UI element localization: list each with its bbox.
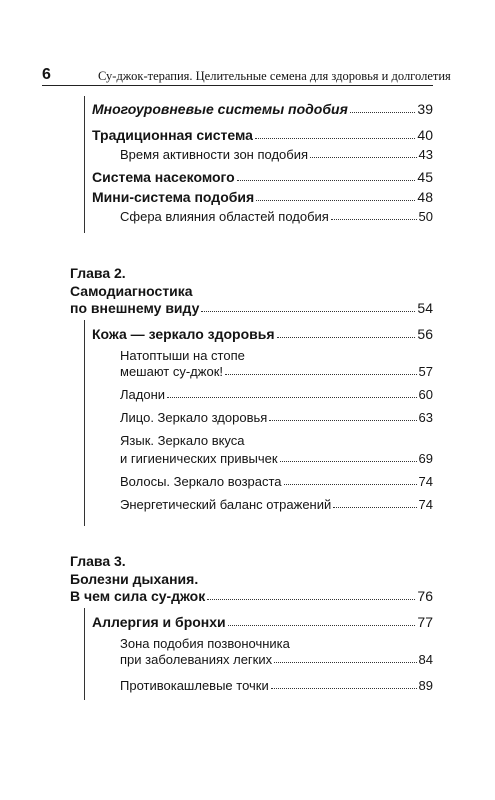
dot-leader (277, 337, 416, 338)
dot-leader (280, 461, 417, 462)
section-top-bracket (84, 96, 85, 233)
chapter-heading: Глава 2. (70, 265, 126, 281)
toc-subentry[interactable] (120, 497, 433, 512)
toc-subentry-page: 69 (418, 451, 433, 466)
chapter-title: В чем сила су-джок (70, 588, 206, 604)
toc-entry-title: Кожа — зеркало здоровья (92, 326, 275, 342)
toc-subentry-title: и гигиенических привычек (120, 451, 278, 466)
page-number: 6 (42, 66, 51, 83)
toc-subentry-page: 74 (418, 497, 433, 512)
toc-subentry-page: 43 (418, 147, 433, 162)
toc-subentry-page: 74 (418, 474, 433, 489)
dot-leader (271, 688, 417, 689)
toc-entry-page: 48 (417, 189, 433, 205)
toc-subentry[interactable] (120, 387, 433, 402)
page-header (42, 66, 451, 86)
toc-entry[interactable] (92, 189, 433, 205)
toc-subentry[interactable] (120, 474, 433, 489)
toc-entry-title: Мини-система подобия (92, 189, 255, 205)
toc-entry[interactable] (92, 614, 433, 630)
toc-subentry-title: Время активности зон подобия (120, 147, 309, 162)
toc-subentry[interactable] (120, 410, 433, 425)
toc-subentry[interactable] (120, 364, 433, 379)
chapter-heading: Болезни дыхания. (70, 571, 199, 587)
chapter-page: 76 (417, 588, 433, 604)
toc-subentry-title: Натоптыши на стопе (120, 348, 245, 363)
toc-entry-page: 39 (417, 101, 433, 117)
chapter-heading: Глава 3. (70, 553, 126, 569)
running-title: Су-джок-терапия. Целительные семена для здоровья и долголетия (98, 69, 451, 83)
toc-subentry-title: Сфера влияния областей подобия (120, 209, 329, 224)
dot-leader (225, 374, 417, 375)
toc-subentry[interactable] (120, 451, 433, 466)
toc-subentry-page: 84 (418, 652, 433, 667)
toc-subentry[interactable] (120, 147, 433, 162)
toc-entry[interactable] (92, 169, 433, 185)
chapter3-bracket (84, 608, 85, 700)
dot-leader (207, 599, 415, 600)
toc-subentry[interactable] (120, 209, 433, 224)
dot-leader (201, 311, 415, 312)
toc-entry-title: Традиционная система (92, 127, 253, 143)
toc-entry-page: 40 (417, 127, 433, 143)
toc-subentry-title: Энергетический баланс отражений (120, 497, 332, 512)
toc-subentry-title: Зона подобия позвоночника (120, 636, 290, 651)
chapter-entry[interactable] (70, 300, 433, 316)
toc-entry-page: 56 (417, 326, 433, 342)
dot-leader (228, 625, 416, 626)
chapter-entry[interactable] (70, 588, 433, 604)
toc-subentry-title: Противокашлевые точки (120, 678, 269, 693)
toc-subentry-title: при заболеваниях легких (120, 652, 273, 667)
toc-entry[interactable] (92, 326, 433, 342)
toc-entry-page: 77 (417, 614, 433, 630)
toc-subentry-title: Язык. Зеркало вкуса (120, 433, 245, 448)
header-rule (42, 85, 433, 86)
dot-leader (331, 219, 417, 220)
toc-subentry-title: Лицо. Зеркало здоровья (120, 410, 268, 425)
toc-entry[interactable] (92, 127, 433, 143)
toc-entry[interactable] (92, 101, 433, 117)
dot-leader (284, 484, 417, 485)
dot-leader (256, 200, 415, 201)
toc-entry-title: Многоуровневые системы подобия (92, 101, 348, 117)
toc-entry-title: Аллергия и бронхи (92, 614, 226, 630)
toc-entry-page: 45 (417, 169, 433, 185)
dot-leader (167, 397, 417, 398)
toc-subentry-page: 89 (418, 678, 433, 693)
dot-leader (237, 180, 416, 181)
toc-subentry[interactable] (120, 678, 433, 693)
dot-leader (310, 157, 417, 158)
toc-subentry-title: мешают су-джок! (120, 364, 223, 379)
toc-subentry-page: 63 (418, 410, 433, 425)
chapter-page: 54 (417, 300, 433, 316)
chapter-title: по внешнему виду (70, 300, 200, 316)
dot-leader (350, 112, 416, 113)
toc-subentry-page: 60 (418, 387, 433, 402)
toc-subentry[interactable] (120, 652, 433, 667)
dot-leader (269, 420, 416, 421)
toc-subentry-title: Волосы. Зеркало возраста (120, 474, 282, 489)
chapter2-bracket (84, 320, 85, 526)
toc-subentry-title: Ладони (120, 387, 166, 402)
toc-subentry-page: 50 (418, 209, 433, 224)
dot-leader (255, 138, 415, 139)
chapter-heading: Самодиагностика (70, 283, 193, 299)
toc-subentry-page: 57 (418, 364, 433, 379)
toc-entry-title: Система насекомого (92, 169, 235, 185)
dot-leader (333, 507, 416, 508)
dot-leader (274, 662, 416, 663)
